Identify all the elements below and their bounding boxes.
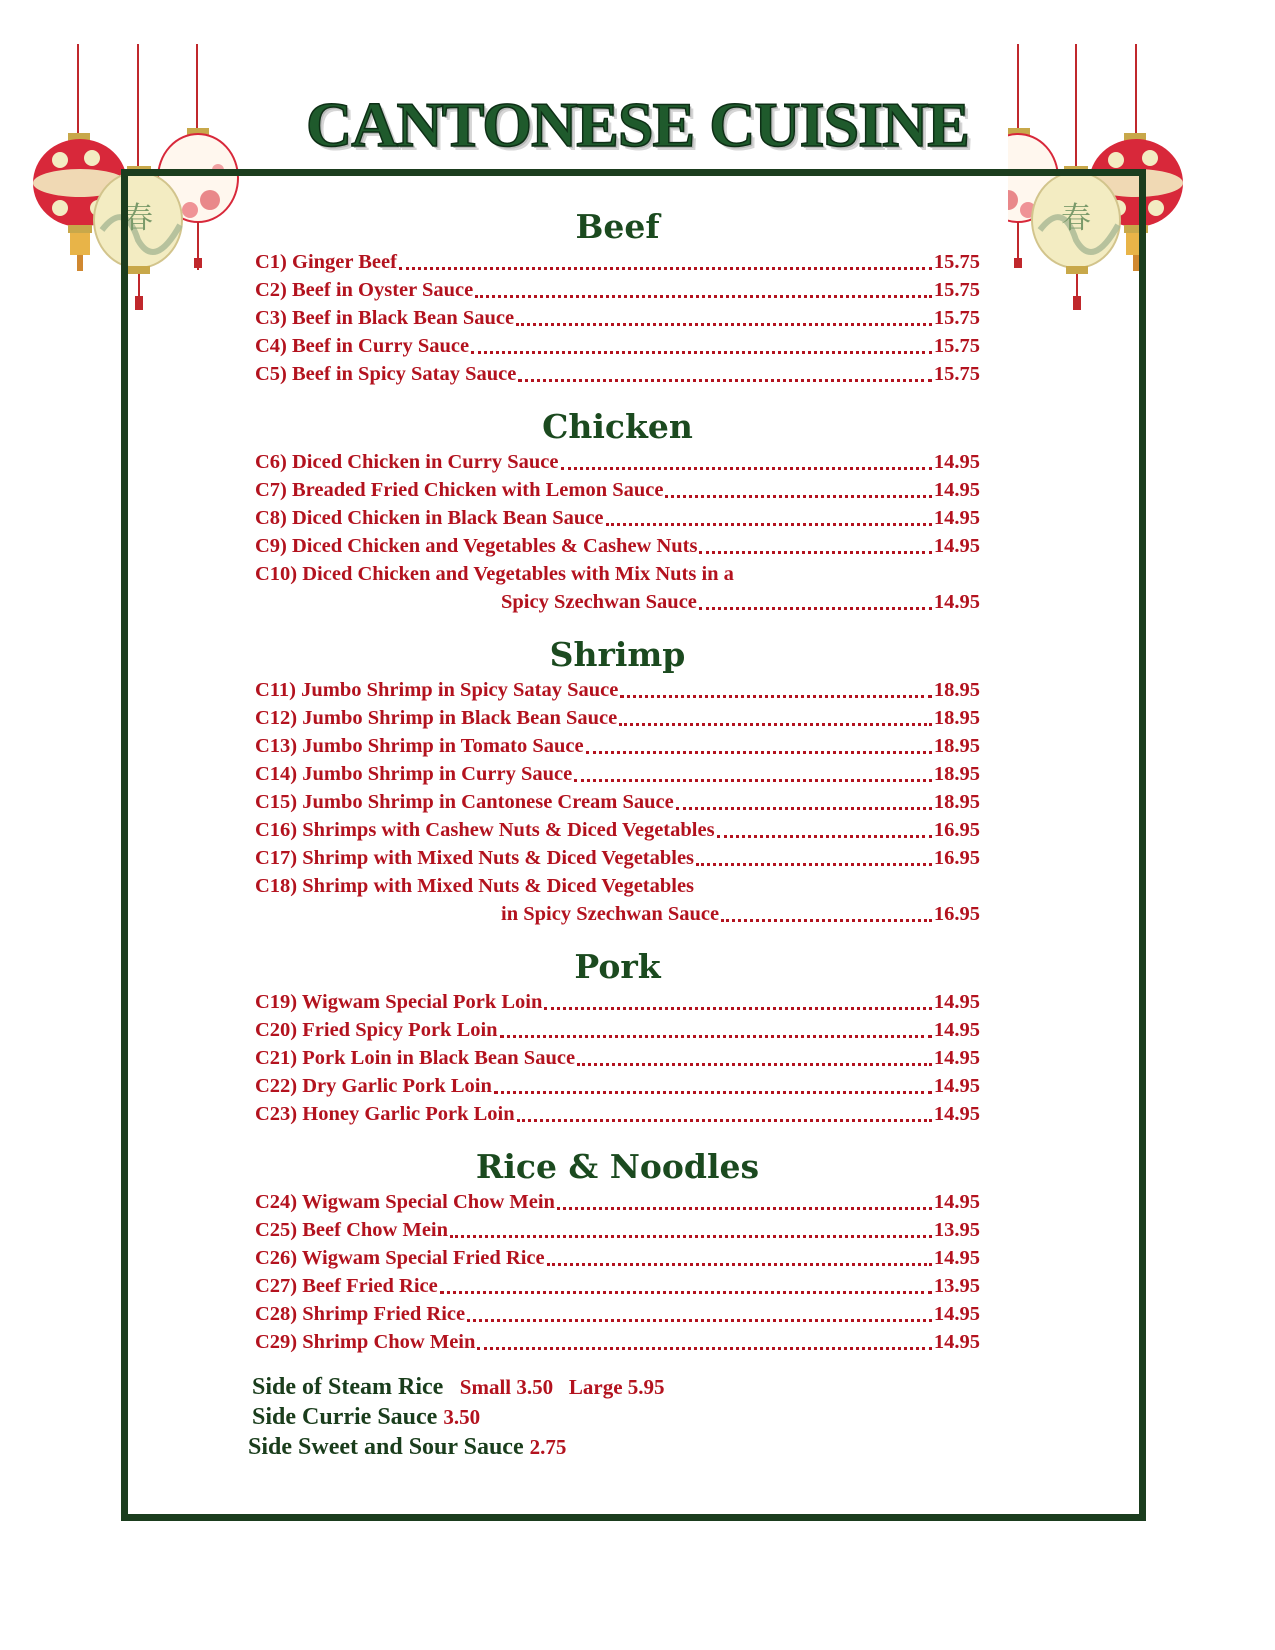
item-name: C29) Shrimp Chow Mein xyxy=(255,1331,476,1353)
menu-item xyxy=(255,1186,980,1214)
side-name: Side Sweet and Sour Sauce xyxy=(248,1434,524,1460)
dot-leader xyxy=(717,834,932,838)
dot-leader xyxy=(586,750,932,754)
dot-leader xyxy=(665,494,931,498)
dot-leader xyxy=(606,522,932,526)
item-price: 15.75 xyxy=(933,307,980,329)
section-title: Pork xyxy=(574,947,661,986)
dot-leader xyxy=(440,1290,932,1294)
menu-item-continued xyxy=(255,898,980,926)
menu-item xyxy=(255,1214,980,1242)
menu-item xyxy=(255,330,980,358)
item-price: 15.75 xyxy=(933,335,980,357)
item-name: C18) Shrimp with Mixed Nuts & Diced Vegetables xyxy=(255,875,695,897)
dot-leader xyxy=(721,918,932,922)
section-title: Rice & Noodles xyxy=(475,1147,760,1186)
menu-item xyxy=(255,246,980,274)
menu-item-continued xyxy=(255,586,980,614)
menu-item xyxy=(255,986,980,1014)
item-name: C9) Diced Chicken and Vegetables & Cashew Nuts xyxy=(255,535,698,557)
dot-leader xyxy=(577,1062,932,1066)
item-price: 14.95 xyxy=(933,479,980,501)
item-name: C11) Jumbo Shrimp in Spicy Satay Sauce xyxy=(255,679,619,701)
item-price: 18.95 xyxy=(933,763,980,785)
dot-leader xyxy=(699,606,932,610)
menu-item xyxy=(255,446,980,474)
item-name: C17) Shrimp with Mixed Nuts & Diced Vegetables xyxy=(255,847,695,869)
item-name: C8) Diced Chicken in Black Bean Sauce xyxy=(255,507,604,529)
menu-item xyxy=(255,530,980,558)
item-price: 18.95 xyxy=(933,735,980,757)
item-name: C24) Wigwam Special Chow Mein xyxy=(255,1191,555,1213)
item-name: C21) Pork Loin in Black Bean Sauce xyxy=(255,1047,576,1069)
item-price: 14.95 xyxy=(933,1247,980,1269)
item-price: 14.95 xyxy=(933,1019,980,1041)
item-price: 18.95 xyxy=(933,679,980,701)
section-title: Chicken xyxy=(542,407,693,446)
menu-item xyxy=(255,474,980,502)
item-name: C7) Breaded Fried Chicken with Lemon Sauce xyxy=(255,479,664,501)
item-name: C28) Shrimp Fried Rice xyxy=(255,1303,466,1325)
dot-leader xyxy=(477,1346,931,1350)
sides-list xyxy=(248,1372,665,1462)
lantern-glyph: 春 xyxy=(1061,201,1091,236)
dot-leader xyxy=(676,806,932,810)
item-price: 14.95 xyxy=(933,591,980,613)
item-name: C12) Jumbo Shrimp in Black Bean Sauce xyxy=(255,707,618,729)
menu-item xyxy=(255,702,980,730)
item-name: C1) Ginger Beef xyxy=(255,251,397,273)
dot-leader xyxy=(467,1318,932,1322)
item-price: 16.95 xyxy=(933,819,980,841)
item-price: 14.95 xyxy=(933,1303,980,1325)
menu-item xyxy=(255,358,980,386)
menu-item xyxy=(255,1270,980,1298)
item-price: 14.95 xyxy=(933,1075,980,1097)
menu-item xyxy=(255,558,980,586)
dot-leader xyxy=(518,378,932,382)
item-name: C14) Jumbo Shrimp in Curry Sauce xyxy=(255,763,573,785)
item-name: C26) Wigwam Special Fried Rice xyxy=(255,1247,545,1269)
menu-section xyxy=(255,948,980,1126)
item-name: C16) Shrimps with Cashew Nuts & Diced Vegetables xyxy=(255,819,715,841)
item-name: C22) Dry Garlic Pork Loin xyxy=(255,1075,492,1097)
menu-item xyxy=(255,1326,980,1354)
dot-leader xyxy=(547,1262,932,1266)
item-name: C20) Fried Spicy Pork Loin xyxy=(255,1019,498,1041)
dot-leader xyxy=(574,778,932,782)
dot-leader xyxy=(500,1034,932,1038)
item-name: C4) Beef in Curry Sauce xyxy=(255,335,470,357)
side-name: Side Currie Sauce xyxy=(252,1404,438,1430)
item-name: C6) Diced Chicken in Curry Sauce xyxy=(255,451,559,473)
dot-leader xyxy=(544,1006,931,1010)
menu-item xyxy=(255,730,980,758)
menu-item xyxy=(255,274,980,302)
item-name: C3) Beef in Black Bean Sauce xyxy=(255,307,515,329)
item-price: 14.95 xyxy=(933,535,980,557)
item-price: 13.95 xyxy=(933,1275,980,1297)
section-title: Beef xyxy=(575,207,660,246)
dot-leader xyxy=(696,862,932,866)
item-name-continued: in Spicy Szechwan Sauce xyxy=(501,903,720,925)
side-price: Small 3.50 Large 5.95 xyxy=(449,1375,665,1399)
item-name: C13) Jumbo Shrimp in Tomato Sauce xyxy=(255,735,584,757)
menu-item xyxy=(255,1042,980,1070)
menu-item xyxy=(255,1242,980,1270)
dot-leader xyxy=(557,1206,932,1210)
menu-item xyxy=(255,814,980,842)
page-title: CANTONESE CUISINE xyxy=(306,89,969,160)
menu-section xyxy=(255,1148,980,1354)
item-price: 14.95 xyxy=(933,1331,980,1353)
item-price: 16.95 xyxy=(933,847,980,869)
dot-leader xyxy=(471,350,932,354)
dot-leader xyxy=(399,266,932,270)
item-name: C27) Beef Fried Rice xyxy=(255,1275,438,1297)
dot-leader xyxy=(619,722,932,726)
dot-leader xyxy=(699,550,931,554)
menu-item xyxy=(255,758,980,786)
item-price: 14.95 xyxy=(933,991,980,1013)
item-name: C23) Honey Garlic Pork Loin xyxy=(255,1103,515,1125)
item-name: C10) Diced Chicken and Vegetables with Mix Nuts in a xyxy=(255,563,734,585)
menu-item xyxy=(255,842,980,870)
side-item xyxy=(252,1402,665,1432)
menu-item xyxy=(255,1298,980,1326)
item-price: 15.75 xyxy=(933,363,980,385)
item-name: C19) Wigwam Special Pork Loin xyxy=(255,991,543,1013)
menu-item xyxy=(255,1070,980,1098)
dot-leader xyxy=(450,1234,932,1238)
item-price: 14.95 xyxy=(933,451,980,473)
item-price: 18.95 xyxy=(933,791,980,813)
menu-item xyxy=(255,870,980,898)
side-item xyxy=(248,1432,665,1462)
menu-item xyxy=(255,1098,980,1126)
menu-item xyxy=(255,302,980,330)
dot-leader xyxy=(517,1118,932,1122)
item-name: C25) Beef Chow Mein xyxy=(255,1219,449,1241)
item-name: C15) Jumbo Shrimp in Cantonese Cream Sauce xyxy=(255,791,674,813)
menu-body xyxy=(255,208,980,1354)
menu-item xyxy=(255,502,980,530)
item-price: 15.75 xyxy=(933,251,980,273)
menu-item xyxy=(255,786,980,814)
menu-item xyxy=(255,674,980,702)
item-price: 14.95 xyxy=(933,1191,980,1213)
menu-section xyxy=(255,208,980,386)
item-price: 18.95 xyxy=(933,707,980,729)
dot-leader xyxy=(516,322,932,326)
item-price: 14.95 xyxy=(933,1103,980,1125)
menu-section xyxy=(255,408,980,614)
side-price: 2.75 xyxy=(529,1435,567,1459)
side-item xyxy=(252,1372,665,1402)
dot-leader xyxy=(494,1090,932,1094)
item-name: C5) Beef in Spicy Satay Sauce xyxy=(255,363,517,385)
item-price: 14.95 xyxy=(933,1047,980,1069)
menu-section xyxy=(255,636,980,926)
item-price: 15.75 xyxy=(933,279,980,301)
menu-item xyxy=(255,1014,980,1042)
item-name-continued: Spicy Szechwan Sauce xyxy=(501,591,697,613)
lantern-glyph: 春 xyxy=(123,201,153,236)
item-price: 13.95 xyxy=(933,1219,980,1241)
section-title: Shrimp xyxy=(549,635,686,674)
side-price: 3.50 xyxy=(443,1405,481,1429)
item-price: 16.95 xyxy=(933,903,980,925)
item-name: C2) Beef in Oyster Sauce xyxy=(255,279,474,301)
dot-leader xyxy=(475,294,932,298)
dot-leader xyxy=(561,466,932,470)
item-price: 14.95 xyxy=(933,507,980,529)
side-name: Side of Steam Rice xyxy=(252,1374,444,1400)
dot-leader xyxy=(620,694,932,698)
